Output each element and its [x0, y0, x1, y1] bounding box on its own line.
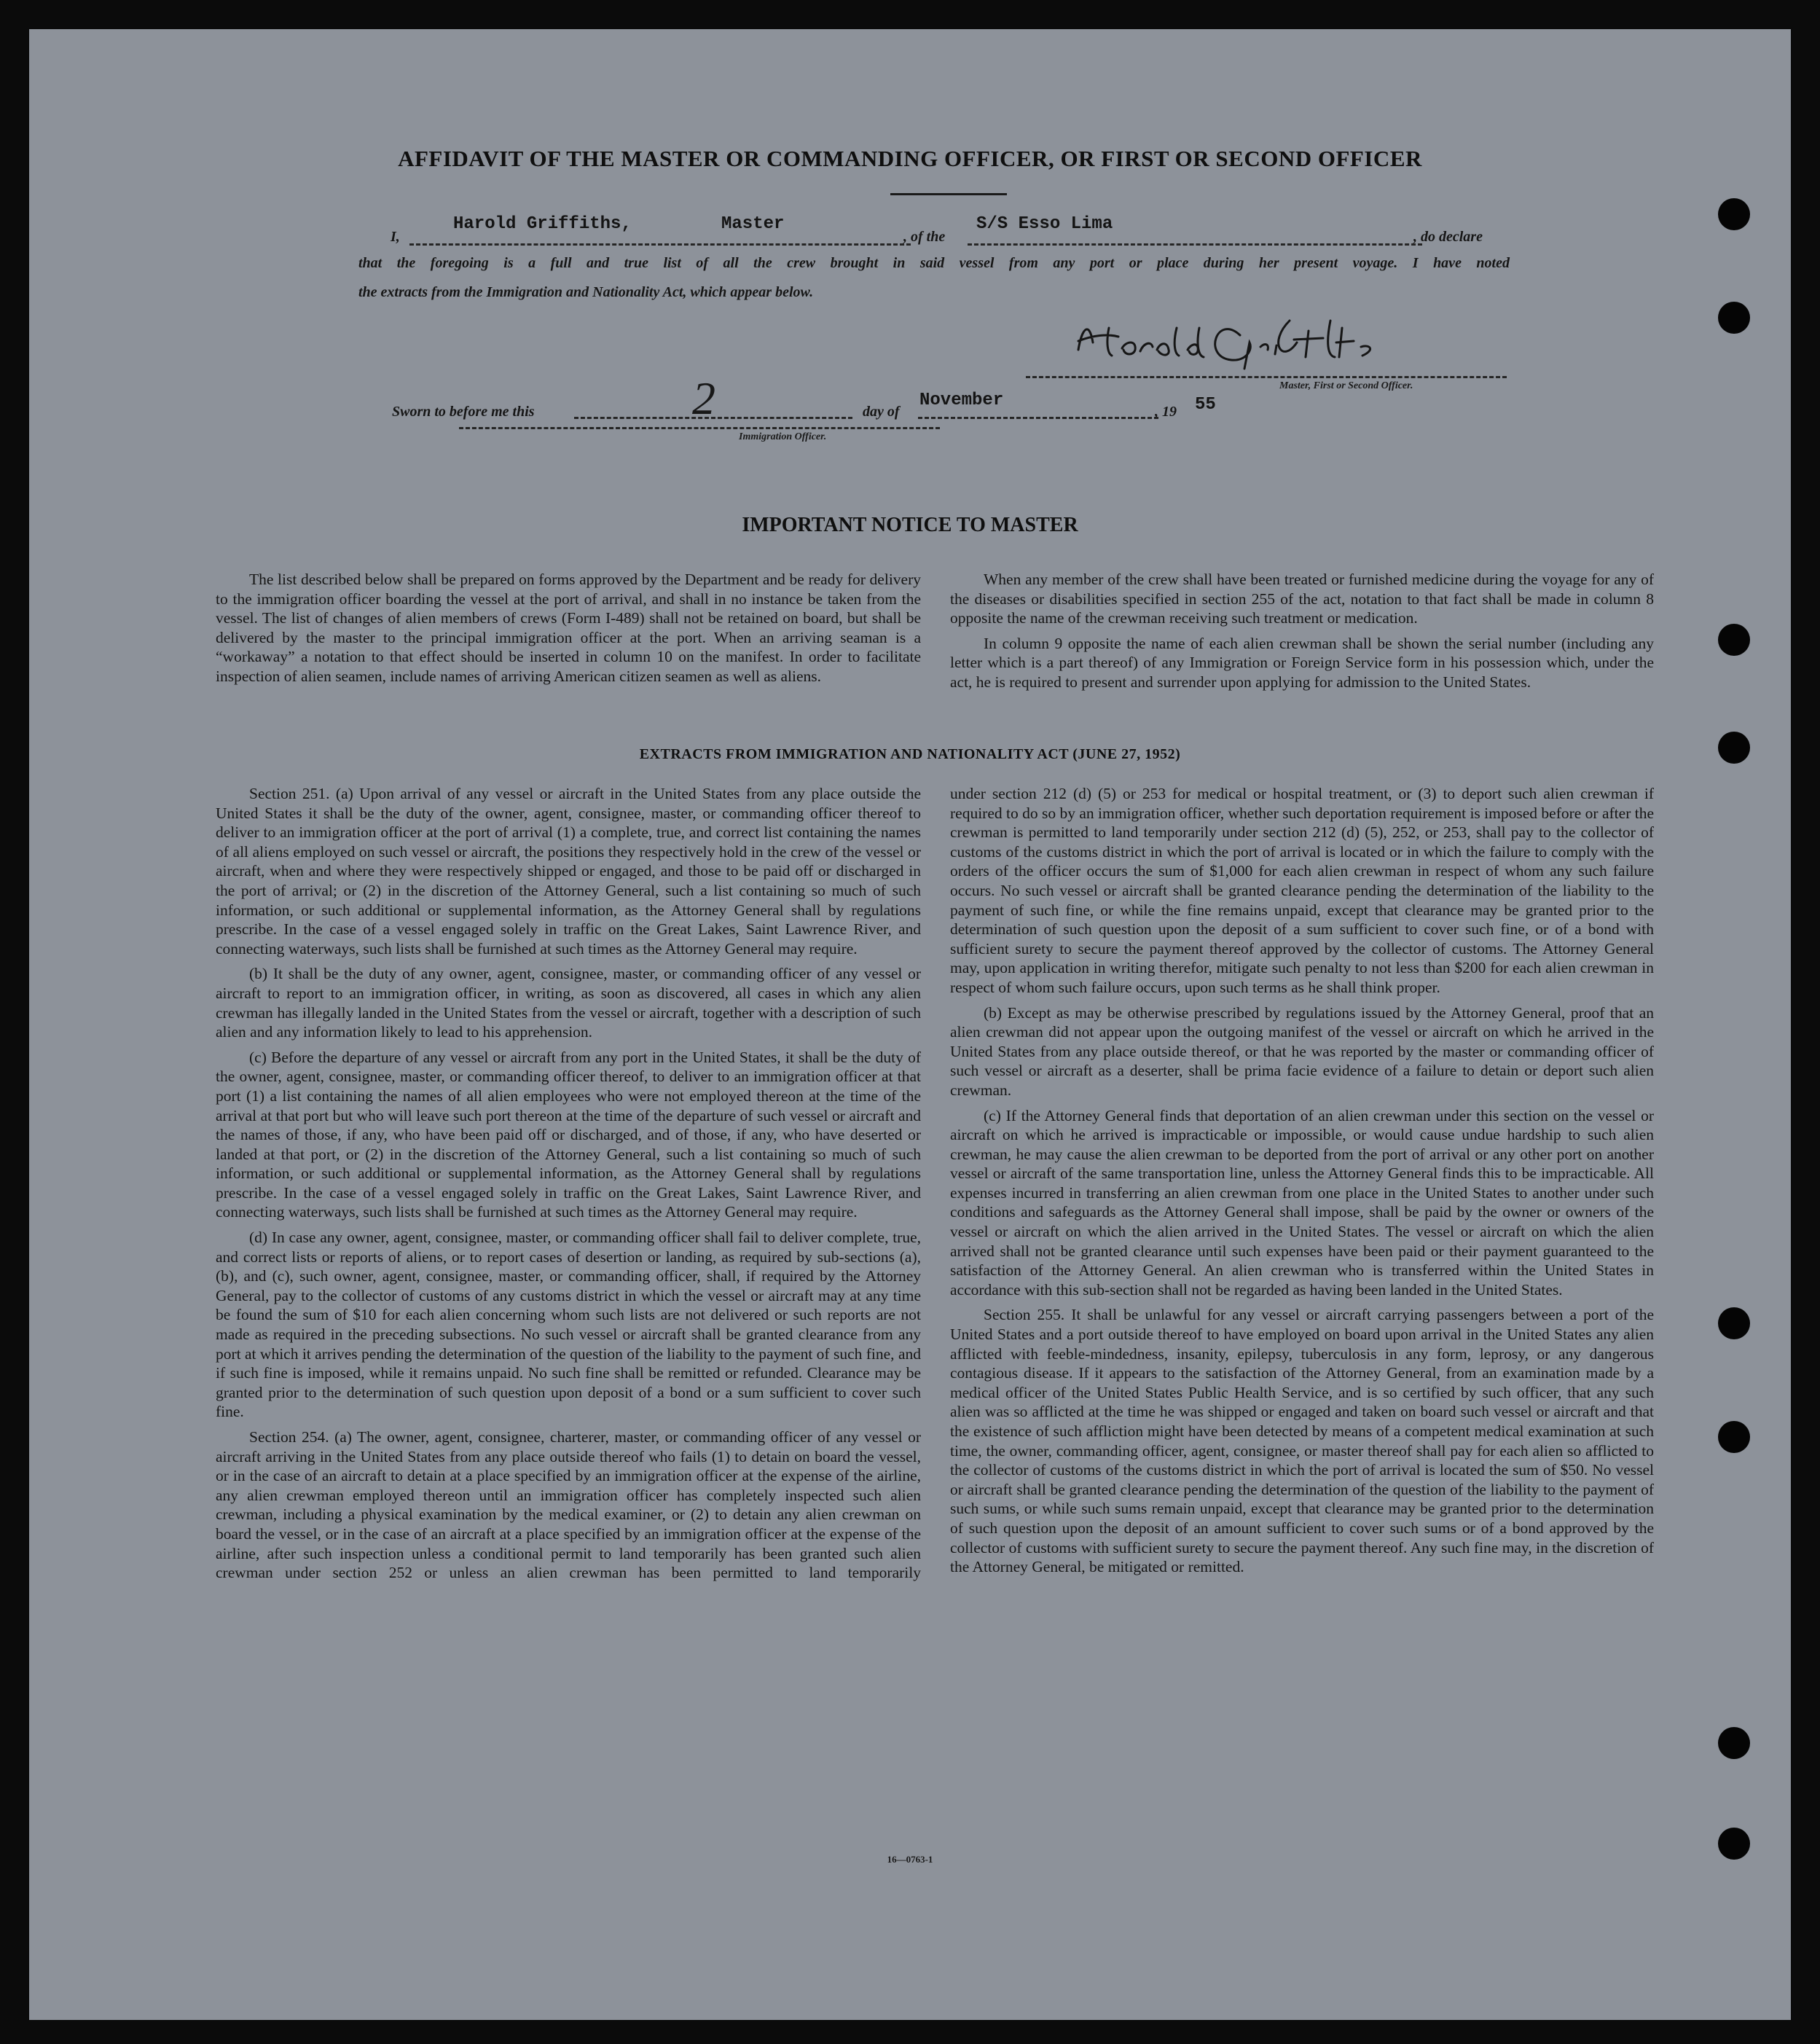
do-declare-label: , do declare: [1413, 229, 1483, 245]
vessel-line: [968, 243, 1422, 246]
name-line: [409, 243, 911, 246]
master-rank: Master: [721, 214, 785, 234]
extract-left-paragraph: (d) In case any owner, agent, consignee, master, or commanding officer shall fail to deliver complete, true, and correct lists or reports of aliens, or to report cases of desertion or landing, as required by sub-sections (a), (b), and (c), such owner, agent, consignee, master, or commanding officer, shall, if required by the Attorney General, pay to the collector of customs of any customs district in which the vessel or aircraft may at any time be found the sum of $10 for each alien concerning whom such lists are not delivered or such reports are not made as required in the preceding subsections. No such vessel or aircraft shall be granted clearance from any port at which it arrives pending the determination of the question of the liability to the payment of such fine, and if such fine is imposed, while it remains unpaid. No such fine shall be remitted or refunded. Clearance may be granted prior to the determination of such question upon deposit of a bond or a sum sufficient to cover such fine.: [216, 1229, 921, 1421]
sworn-month: November: [919, 391, 1004, 410]
punch-hole: [1718, 1421, 1750, 1453]
punch-hole: [1718, 302, 1750, 334]
year-prefix: , 19: [1155, 404, 1177, 420]
title-rule: [890, 193, 1007, 195]
extracts-title: EXTRACTS FROM IMMIGRATION AND NATIONALITY ACT (JUNE 27, 1952): [639, 746, 1181, 762]
year-suffix: 55: [1195, 395, 1216, 415]
extract-right-paragraph: (b) Except as may be otherwise prescribed by regulations issued by the Attorney General, proof that an alien crewman did not appear upon the outgoing manifest of the vessel or aircraft on which he arrived in the United States from any place outside thereof, or that he was reported by the master or commanding officer of such vessel or aircraft as a deserter, shall be prima facie evidence of a failure to detain or deport such alien crewman.: [950, 1003, 1654, 1099]
sworn-day: 2: [692, 372, 715, 424]
officer-caption: Immigration Officer.: [739, 431, 827, 442]
notice-title: IMPORTANT NOTICE TO MASTER: [742, 514, 1078, 536]
notice-left-paragraph: The list described below shall be prepared on forms approved by the Department and be ready for delivery to the immigration officer boarding the vessel at the port of arrival, and shall in no instance be taken from the vessel. The list of changes of alien members of crews (Form I-489) shall not be retained on board, but shall be delivered by the master to the principal immigration officer at the port. When an arriving seaman is a “workaway” a notation to that effect should be inserted in column 10 on the manifest. In order to facilitate inspection of alien seamen, include names of arriving American citizen seamen as well as aliens.: [216, 571, 921, 685]
extract-right-paragraph: under section 212 (d) (5) or 253 for medical or hospital treatment, or (3) to deport such alien crewman if required to do so by an immigration officer, whether such deportation requirement is imposed before or after the crewman is permitted to land temporarily under section 212 (d) (5), 252, or 253, shall pay to the collector of customs of the customs district in which the port of arrival is located or in which the failure to comply with the orders of the officer occurs the sum of $1,000 for each alien crewman in respect of whom any such failure occurs. No such vessel or aircraft shall be granted clearance pending the determination of the liability to the payment of such fine, or while the fine remains unpaid, except that clearance may be granted prior to the determination of such question upon the deposit of a sum sufficient to cover such fine, or of a bond with sufficient surety to secure the payment thereof approved by the collector of customs. The Attorney General may, upon application in writing therefor, mitigate such penalty to not less than $200 for each alien crewman in respect of whom such failure occurs, upon such terms as he shall think proper.: [950, 785, 1654, 996]
punch-hole: [1718, 1307, 1750, 1339]
notice-right-paragraph-1: When any member of the crew shall have been treated or furnished medicine during the voyage for any of the diseases or disabilities specified in section 255 of the act, notation to that fact shall be made in column 8 opposite the name of the crewman receiving such treatment or medication.: [950, 571, 1654, 627]
extracts-right-column: [950, 784, 1654, 1583]
extract-left-paragraph: Section 254. (a) The owner, agent, consignee, charterer, master, or commanding officer of any vessel or aircraft arriving in the United States from any place outside thereof who fails (1) to detain on board the vessel, or in the case of an aircraft to detain at a place specified by an immigration officer at the expense of the airline, any alien crewman employed thereon until an immigration officer has completely inspected such alien crewman, including a physical examination by the medical examiner, or (2) to detain any alien crewman on board the vessel, or in the case of an aircraft at a place specified by an immigration officer at the expense of the airline, after such inspection unless a conditional permit to land temporarily has been granted such alien crewman under section 252 or unless an alien crewman has been permitted to land temporarily: [216, 1428, 921, 1582]
of-the-label: , of the: [903, 229, 946, 245]
extracts-left-column: [216, 784, 921, 1589]
document-page: [29, 29, 1791, 2020]
signature-caption: Master, First or Second Officer.: [1279, 380, 1413, 391]
extract-left-paragraph: (c) Before the departure of any vessel or aircraft from any port in the United States, it shall be the duty of the owner, agent, consignee, master, or commanding officer thereof, to deliver to an immigration officer at that port (1) a list containing the names of all alien employees who were not employed thereon at the time of the arrival at that port but who will leave such port thereon at the time of the departure of such vessel or aircraft and the names of those, if any, who have been paid off or discharged, and of those, if any, who have deserted or landed at that port, or (2) in the discretion of the Attorney General, such a list containing so much of such information, or such additional or supplemental information, as the Attorney General shall by regulations prescribe. In the case of a vessel engaged solely in traffic on the Great Lakes, Saint Lawrence River, and connecting waterways, such lists shall be furnished at such times as the Attorney General may require.: [216, 1048, 921, 1221]
declaration-statement-line1: that the foregoing is a full and true list of all the crew brought in said vessel from any port or place during her present voyage. I have noted: [358, 255, 1510, 271]
declaration-statement-line2: the extracts from the Immigration and Nationality Act, which appear below.: [358, 284, 814, 300]
punch-hole: [1718, 1727, 1750, 1759]
notice-left-column: [216, 570, 921, 692]
vessel-name: S/S Esso Lima: [976, 214, 1113, 234]
punch-hole: [1718, 624, 1750, 656]
notice-right-column: [950, 570, 1654, 698]
punch-hole: [1718, 198, 1750, 230]
extract-right-paragraph: (c) If the Attorney General finds that deportation of an alien crewman under this section on the vessel or aircraft on which he arrived is impracticable or impossible, or would cause undue hardship to such alien crewman, he may cause the alien crewman to be deported from the port of arrival or any other port on another vessel or aircraft of the same transportation line, unless the Attorney General finds this to be impracticable. All expenses incurred in transferring an alien crewman from one place in the United States to another under such conditions and safeguards as the Attorney General shall impose, shall be paid by the owner or owners of the vessel or aircraft on which the alien arrived in the United States. The vessel or aircraft on which the alien arrived shall not be granted clearance until such expenses have been paid or their payment guaranteed to the satisfaction of the Attorney General. An alien crewman who is transferred within the United States in accordance with this sub-section shall not be regarded as having been landed in the United States.: [950, 1106, 1654, 1299]
officer-line: [459, 427, 940, 429]
month-line: [918, 417, 1158, 419]
master-name: Harold Griffiths,: [453, 214, 632, 234]
form-code: 16—0763-1: [887, 1854, 933, 1865]
affidavit-title: AFFIDAVIT OF THE MASTER OR COMMANDING OFFICER, OR FIRST OR SECOND OFFICER: [398, 146, 1422, 171]
day-of-label: day of: [863, 404, 900, 420]
extract-left-paragraph: (b) It shall be the duty of any owner, agent, consignee, master, or commanding officer of any vessel or aircraft to report to an immigration officer, in writing, as soon as discovered, all cases in which any alien crewman has illegally landed in the United States from the vessel or aircraft, together with a description of such alien and any information likely to lead to his apprehension.: [216, 965, 921, 1041]
notice-right-paragraph-2: In column 9 opposite the name of each alien crewman shall be shown the serial number (including any letter which is a part thereof) of any Immigration or Foreign Service form in his possession which, under the act, he is required to present and surrender upon applying for admission to the United States.: [950, 634, 1654, 691]
declaration-prefix: I,: [391, 229, 400, 245]
master-signature: [1049, 299, 1457, 379]
signature-line: [1026, 376, 1507, 378]
punch-hole: [1718, 732, 1750, 764]
sworn-label: Sworn to before me this: [392, 404, 535, 420]
extract-right-paragraph: Section 255. It shall be unlawful for any vessel or aircraft carrying passengers between a port of the United States and a port outside thereof to have employed on board upon arrival in the United States any alien afflicted with feeble-mindedness, insanity, epilepsy, tuberculosis in any form, leprosy, or any dangerous contagious disease. If it appears to the satisfaction of the Attorney General, from an examination made by a medical officer of the United States Public Health Service, and is so certified by such officer, that any such alien was so afflicted at the time he was shipped or engaged and taken on board such vessel or aircraft and that the existence of such affliction might have been detected by means of a competent medical examination at such time, the owner, commanding officer, agent, consignee, or master thereof shall pay for each alien so afflicted to the collector of customs of the customs district in which the port of arrival is located the sum of $50. No vessel or aircraft shall be granted clearance pending the determination of the question of the liability to the payment of such sums, or while such sums remain unpaid, except that clearance may be granted prior to the determination of such question upon the deposit of an amount sufficient to cover such sums or of a bond approved by the collector of customs with sufficient surety to secure the payment thereof. Any such fine may, in the discretion of the Attorney General, be mitigated or remitted.: [950, 1306, 1654, 1576]
extract-left-paragraph: Section 251. (a) Upon arrival of any vessel or aircraft in the United States from any place outside the United States it shall be the duty of the owner, agent, consignee, master, or commanding officer thereof to deliver to an immigration officer at the port of arrival (1) a complete, true, and correct list containing the names of all aliens employed on such vessel or aircraft, the positions they respectively hold in the crew of the vessel or aircraft, when and where they were respectively shipped or engaged, and those to be paid off or discharged in the port of arrival; or (2) in the discretion of the Attorney General, such a list containing so much of such information, or such additional or supplemental information, as the Attorney General shall by regulations prescribe. In the case of a vessel engaged solely in traffic on the Great Lakes, Saint Lawrence River, and connecting waterways, such lists shall be furnished at such times as the Attorney General may require.: [216, 785, 921, 958]
punch-hole: [1718, 1828, 1750, 1860]
